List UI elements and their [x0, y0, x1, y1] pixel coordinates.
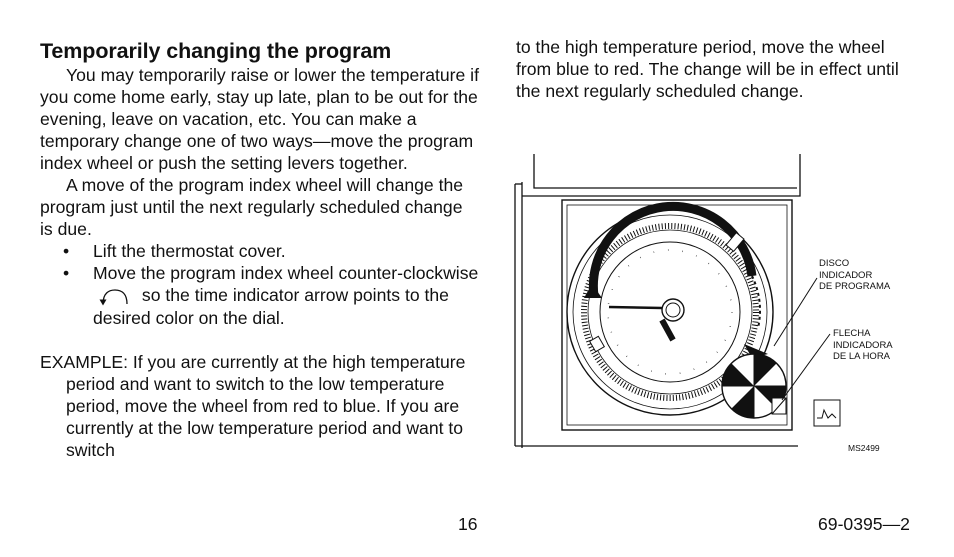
- example-paragraph-part1: EXAMPLE: If you are currently at the high temperature period and want to switch to the low temperature period, move the wheel from red to blue. If you are currently at the low temperature period and want to switch: [40, 352, 466, 460]
- example-paragraph-part2: to the high temperature period, move the wheel from blue to red. The change will be in effect until the next regularly scheduled change.: [516, 37, 899, 101]
- section-heading: Temporarily changing the program: [40, 39, 392, 63]
- spacer: [40, 329, 480, 351]
- bullet-dot: •: [63, 263, 70, 283]
- counterclockwise-arrow-icon: [95, 287, 135, 307]
- callout-line: DISCO: [819, 258, 850, 269]
- callout-line: FLECHA: [833, 328, 871, 339]
- callout-line: INDICADORA: [833, 339, 893, 351]
- right-column: [516, 36, 916, 102]
- callout-line: DE LA HORA: [833, 351, 891, 362]
- thermostat-diagram: [512, 148, 912, 468]
- list-item-text: Lift the thermostat cover.: [93, 241, 286, 261]
- list-item-text-post: so the time indicator arrow points to the desired color on the dial.: [93, 285, 449, 328]
- wheel-paragraph: A move of the program index wheel will change the program just until the next regularly scheduled change is due.: [40, 175, 464, 239]
- thermostat-illustration: [512, 148, 912, 468]
- bullet-dot: •: [63, 241, 70, 261]
- callout-line: DE PROGRAMA: [819, 281, 891, 292]
- list-item: [40, 240, 480, 262]
- instruction-list: [40, 240, 480, 329]
- left-column: [40, 38, 480, 461]
- list-item-text-pre: Move the program index wheel counter-clockwise: [93, 263, 479, 283]
- page-number: 16: [458, 514, 478, 534]
- figure-code: MS2499: [848, 443, 880, 453]
- list-item: [40, 262, 480, 329]
- intro-paragraph: You may temporarily raise or lower the temperature if you come home early, stay up late, plan to be out for the evening, leave on vacation, etc. You can make a temporary change one of two ways—move the program index wheel or push the setting levers together.: [40, 65, 479, 173]
- callout-line: INDICADOR: [819, 269, 873, 281]
- callout-program-wheel: [819, 258, 890, 293]
- callout-time-arrow: [833, 328, 893, 363]
- document-code: 69-0395—2: [818, 514, 910, 534]
